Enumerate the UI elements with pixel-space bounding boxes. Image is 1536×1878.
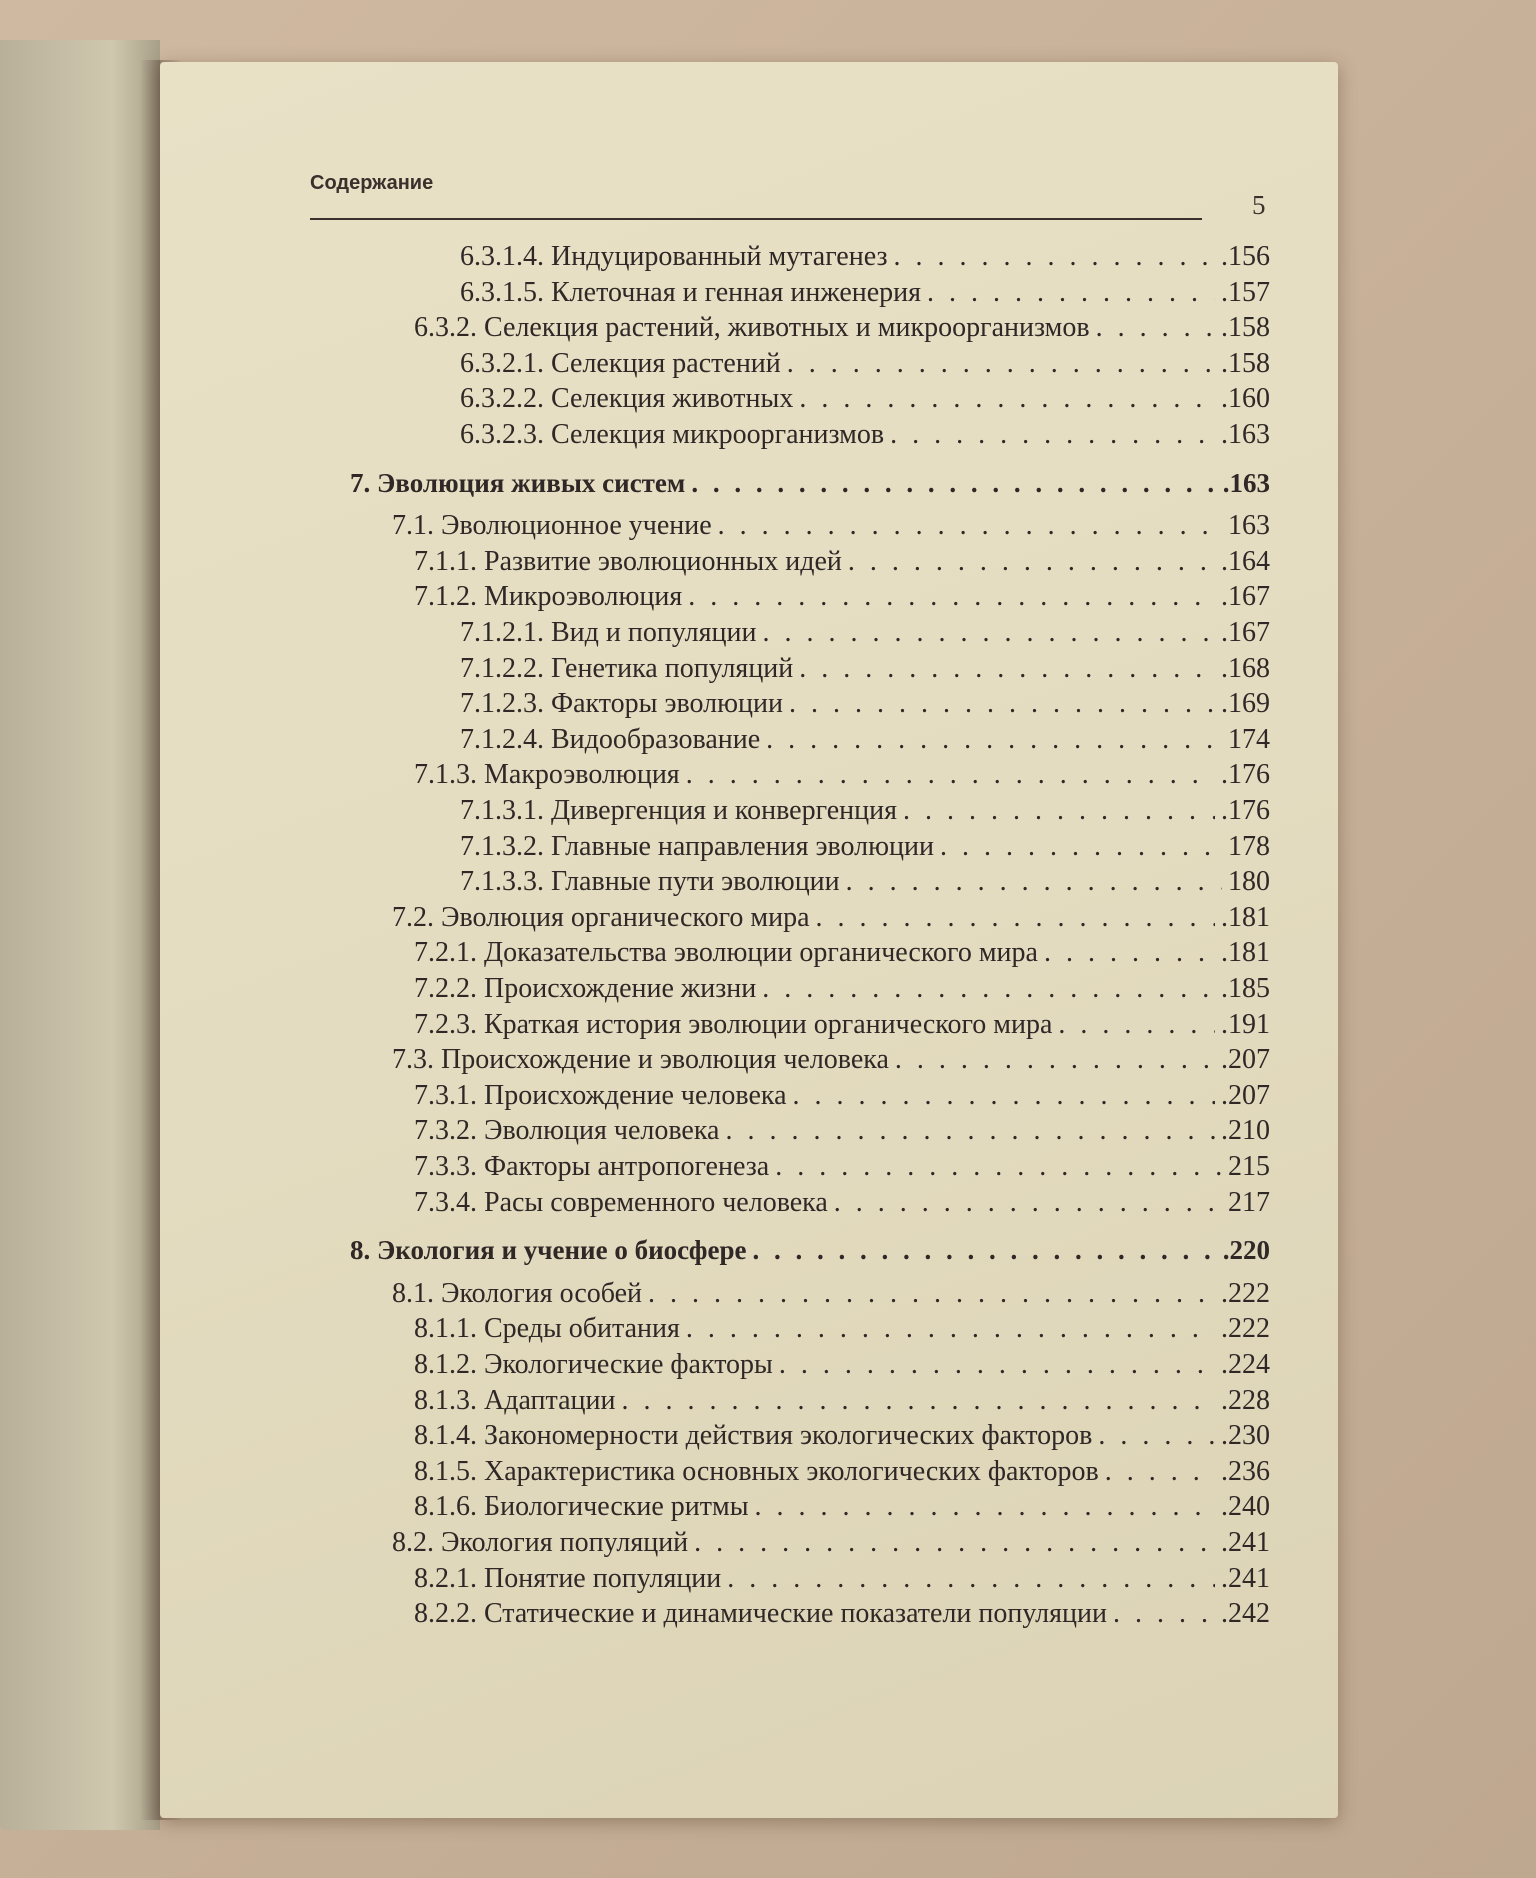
toc-entry-page: 163	[1228, 510, 1270, 541]
toc-entry-page: .240	[1221, 1491, 1270, 1522]
toc-entry-title: 7.1. Эволюционное учение	[392, 510, 712, 541]
toc-entry-title: 8.2. Экология популяций	[392, 1527, 689, 1558]
toc-entry-title: 8.1.5. Характеристика основных экологических факторов	[414, 1456, 1099, 1487]
toc-entry	[460, 276, 1270, 310]
dot-leader	[940, 830, 1222, 864]
toc-entry-page: .167	[1221, 581, 1270, 612]
dot-leader	[691, 466, 1216, 500]
toc-entry-title: 7.1.2.4. Видообразование	[460, 724, 761, 755]
toc-entry-title: 8.1.6. Биологические ритмы	[414, 1491, 749, 1522]
toc-entry	[460, 240, 1270, 274]
toc-entry-page: .207	[1221, 1080, 1270, 1111]
toc-entry-title: 7. Эволюция живых систем	[350, 468, 686, 498]
toc-entry-title: 7.1.3.2. Главные направления эволюции	[460, 831, 935, 862]
toc-entry	[392, 1526, 1270, 1560]
toc-entry	[460, 418, 1270, 452]
dot-leader	[775, 1150, 1222, 1184]
dot-leader	[1098, 1419, 1215, 1453]
toc-entry-page: .163	[1222, 468, 1270, 498]
toc-entry-title: 8.2.1. Понятие популяции	[414, 1563, 722, 1594]
toc-entry	[414, 1008, 1270, 1042]
toc-entry-page: .164	[1221, 546, 1270, 577]
toc-entry-page: .241	[1221, 1527, 1270, 1558]
toc-entry-page: .176	[1221, 759, 1270, 790]
toc-entry-page: .242	[1221, 1598, 1270, 1629]
page-number: 5	[1252, 190, 1266, 220]
toc-entry	[414, 1597, 1270, 1631]
dot-leader	[799, 382, 1215, 416]
dot-leader	[1058, 1008, 1215, 1042]
toc-entry-title: 8.1.2. Экологические факторы	[414, 1349, 773, 1380]
toc-entry	[414, 1186, 1270, 1220]
toc-entry	[460, 347, 1270, 381]
toc-entry	[414, 1384, 1270, 1418]
toc-entry	[414, 1419, 1270, 1453]
toc-entry-page: .241	[1221, 1563, 1270, 1594]
toc-entry	[460, 687, 1270, 721]
toc-entry	[414, 545, 1270, 579]
toc-entry-page: .176	[1221, 795, 1270, 826]
toc-entry-page: 180	[1228, 866, 1270, 897]
toc-entry	[460, 830, 1270, 864]
toc-entry-title: 7.1.2.3. Факторы эволюции	[460, 688, 783, 719]
dot-leader	[789, 687, 1215, 721]
dot-leader	[894, 240, 1215, 274]
dot-leader	[694, 1526, 1215, 1560]
dot-leader	[848, 545, 1215, 579]
toc-entry-title: 7.1.3.3. Главные пути эволюции	[460, 866, 840, 897]
toc-entry-page: .167	[1221, 617, 1270, 648]
toc-entry-page: .160	[1221, 383, 1270, 414]
toc-entry	[414, 1348, 1270, 1382]
dot-leader	[779, 1348, 1215, 1382]
toc-entry-title: 8. Экология и учение о биосфере	[350, 1235, 747, 1265]
toc-entry	[414, 1490, 1270, 1524]
toc-entry	[414, 1562, 1270, 1596]
dot-leader	[1044, 936, 1215, 970]
toc-entry-title: 7.2.3. Краткая история эволюции органического мира	[414, 1009, 1053, 1040]
toc-entry-page: .158	[1221, 312, 1270, 343]
toc-entry-title: 6.3.1.5. Клеточная и генная инженерия	[460, 277, 922, 308]
toc-entry	[460, 865, 1270, 899]
dot-leader	[762, 972, 1215, 1006]
toc-entry	[414, 936, 1270, 970]
toc-entry-title: 7.1.2. Микроэволюция	[414, 581, 683, 612]
toc-entry-title: 8.2.2. Статические и динамические показатели популяции	[414, 1598, 1107, 1629]
toc-entry-title: 8.1.4. Закономерности действия экологических факторов	[414, 1420, 1093, 1451]
dot-leader	[718, 509, 1222, 543]
toc-entry-title: 7.2.1. Доказательства эволюции органического мира	[414, 937, 1038, 968]
toc-entry-page: .222	[1221, 1278, 1270, 1309]
dot-leader	[834, 1186, 1222, 1220]
dot-leader	[1096, 311, 1215, 345]
toc-entry	[392, 1043, 1270, 1077]
dot-leader	[1113, 1597, 1215, 1631]
toc-entry-title: 8.1.1. Среды обитания	[414, 1313, 680, 1344]
toc-entry	[460, 723, 1270, 757]
toc-entry-title: 8.1. Экология особей	[392, 1278, 643, 1309]
toc-chapter	[350, 466, 1270, 500]
dot-leader	[752, 1233, 1216, 1267]
dot-leader	[787, 347, 1215, 381]
toc-entry-title: 7.1.1. Развитие эволюционных идей	[414, 546, 842, 577]
toc-entry-page: .220	[1222, 1235, 1270, 1265]
dot-leader	[755, 1490, 1215, 1524]
toc-entry	[414, 758, 1270, 792]
toc-entry-page: .222	[1221, 1313, 1270, 1344]
toc-entry	[392, 1277, 1270, 1311]
dot-leader	[895, 1043, 1215, 1077]
toc-entry-page: .157	[1221, 277, 1270, 308]
toc-entry	[414, 1455, 1270, 1489]
toc-entry-page: .185	[1221, 973, 1270, 1004]
dot-leader	[762, 616, 1215, 650]
dot-leader	[688, 580, 1215, 614]
toc-entry-title: 7.1.2.2. Генетика популяций	[460, 653, 794, 684]
toc-chapter	[350, 1233, 1270, 1267]
toc-entry-title: 7.3.2. Эволюция человека	[414, 1115, 720, 1146]
toc-entry	[414, 1079, 1270, 1113]
toc-entry	[414, 1150, 1270, 1184]
toc-entry-page: .228	[1221, 1385, 1270, 1416]
toc-entry-page: .156	[1221, 241, 1270, 272]
toc-entry-title: 6.3.2.3. Селекция микроорганизмов	[460, 419, 885, 450]
toc-entry-page: .181	[1221, 937, 1270, 968]
toc-entry-page: .207	[1221, 1044, 1270, 1075]
toc-entry	[414, 311, 1270, 345]
toc-entry	[460, 616, 1270, 650]
dot-leader	[903, 794, 1215, 828]
toc-entry-page: 178	[1228, 831, 1270, 862]
toc-entry-title: 7.2.2. Происхождение жизни	[414, 973, 757, 1004]
toc-entry-page: .230	[1221, 1420, 1270, 1451]
dot-leader	[648, 1277, 1215, 1311]
running-head: Содержание	[310, 172, 434, 194]
toc-entry-page: .168	[1221, 653, 1270, 684]
toc-entry-title: 6.3.2.1. Селекция растений	[460, 348, 781, 379]
dot-leader	[799, 652, 1215, 686]
toc-entry-title: 7.1.2.1. Вид и популяции	[460, 617, 757, 648]
toc-entry-page: .163	[1221, 419, 1270, 450]
toc-entry	[392, 901, 1270, 935]
toc-entry-title: 7.2. Эволюция органического мира	[392, 902, 810, 933]
toc-entry-page: .191	[1221, 1009, 1270, 1040]
toc-entry-page: 215	[1228, 1151, 1270, 1182]
dot-leader	[1105, 1455, 1215, 1489]
dot-leader	[727, 1562, 1215, 1596]
toc-entry-title: 7.1.3. Макроэволюция	[414, 759, 680, 790]
toc-entry-title: 7.3.3. Факторы антропогенеза	[414, 1151, 770, 1182]
dot-leader	[846, 865, 1222, 899]
toc-entry	[460, 652, 1270, 686]
toc-entry	[414, 1114, 1270, 1148]
toc-entry-page: .181	[1221, 902, 1270, 933]
toc-entry	[392, 509, 1270, 543]
dot-leader	[686, 758, 1215, 792]
toc-entry-page: 174	[1228, 724, 1270, 755]
toc-entry	[460, 794, 1270, 828]
toc-entry	[414, 580, 1270, 614]
dot-leader	[725, 1114, 1215, 1148]
toc-entry	[460, 382, 1270, 416]
toc-entry	[414, 1312, 1270, 1346]
dot-leader	[686, 1312, 1215, 1346]
toc-entry-page: .236	[1221, 1456, 1270, 1487]
dot-leader	[816, 901, 1216, 935]
dot-leader	[793, 1079, 1216, 1113]
toc-entry-title: 8.1.3. Адаптации	[414, 1385, 616, 1416]
toc-entry-page: .169	[1221, 688, 1270, 719]
dot-leader	[927, 276, 1215, 310]
toc-entry-page: .210	[1221, 1115, 1270, 1146]
dot-leader	[621, 1384, 1215, 1418]
toc-entry-page: 217	[1228, 1187, 1270, 1218]
dot-leader	[766, 723, 1222, 757]
toc-entry-title: 7.1.3.1. Дивергенция и конвергенция	[460, 795, 897, 826]
toc-entry-title: 6.3.1.4. Индуцированный мутагенез	[460, 241, 888, 272]
toc-entry-title: 6.3.2. Селекция растений, животных и микроорганизмов	[414, 312, 1090, 343]
toc-entry-page: .158	[1221, 348, 1270, 379]
toc-entry-title: 6.3.2.2. Селекция животных	[460, 383, 794, 414]
toc-entry-page: .224	[1221, 1349, 1270, 1380]
toc-entry-title: 7.3. Происхождение и эволюция человека	[392, 1044, 889, 1075]
dot-leader	[890, 418, 1215, 452]
toc-entry-title: 7.3.1. Происхождение человека	[414, 1080, 787, 1111]
toc-entry	[414, 972, 1270, 1006]
toc-entry-title: 7.3.4. Расы современного человека	[414, 1187, 828, 1218]
